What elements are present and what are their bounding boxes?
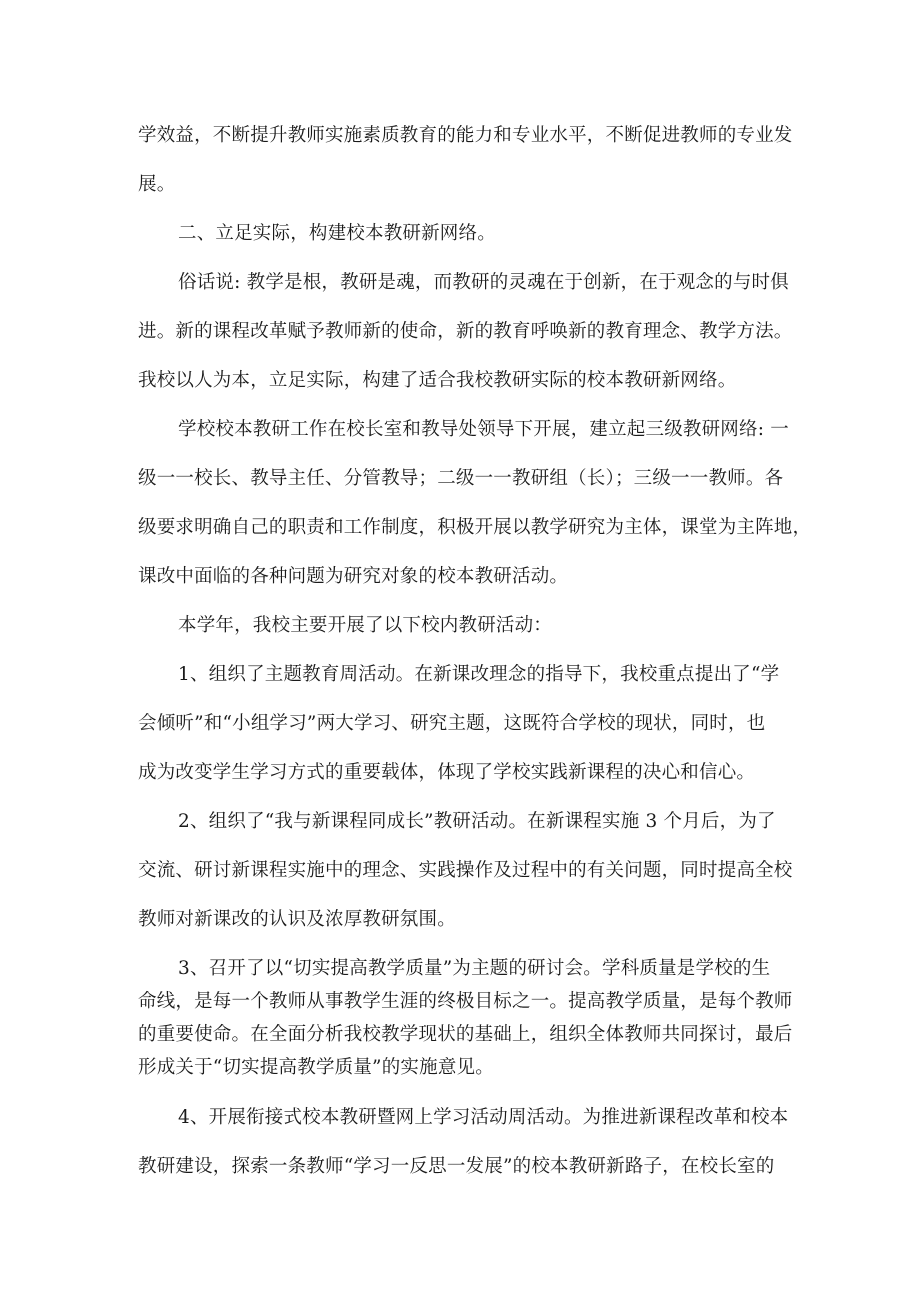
text-line: 会倾听”和“小组学习”两大学习、研究主题，这既符合学校的现状，同时，也: [138, 713, 766, 734]
text-line: 进。新的课程改革赋予教师新的使命，新的教育呼唤新的教育理念、教学方法。: [138, 321, 793, 342]
text-line: 我校以人为本，立足实际，构建了适合我校教研实际的校本教研新网络。: [138, 370, 737, 391]
text-line: 级一一校长、教导主任、分管教导；二级一一教研组（长）；三级一一教师。各: [138, 468, 784, 489]
text-line: 课改中面临的各种问题为研究对象的校本教研活动。: [138, 566, 569, 587]
text-line: 形成关于“切实提高教学质量”的实施意见。: [138, 1057, 494, 1078]
text-line: 学效益，不断提升教师实施素质教育的能力和专业水平，不断促进教师的专业发: [138, 125, 793, 146]
text-line: 级要求明确自己的职责和工作制度，积极开展以教学研究为主体，课堂为主阵地，: [138, 517, 812, 538]
text-line: 3、召开了以“切实提高教学质量”为主题的研讨会。学科质量是学校的生: [178, 958, 771, 979]
text-line: 交流、研讨新课程实施中的理念、实践操作及过程中的有关问题，同时提高全校: [138, 860, 793, 881]
text-line: 成为改变学生学习方式的重要载体，体现了学校实践新课程的决心和信心。: [138, 762, 756, 783]
text-line: 2、组织了“我与新课程同成长”教研活动。在新课程实施 3 个月后，为了: [178, 811, 776, 832]
section-heading: 二、立足实际，构建校本教研新网络。: [178, 223, 496, 244]
text-line: 命线，是每一个教师从事教学生涯的终极目标之一。提高教学质量，是每个教师: [138, 991, 793, 1012]
text-line: 学校校本教研工作在校长室和教导处领导下开展，建立起三级教研网络: 一: [178, 419, 789, 440]
text-line: 俗话说: 教学是根，教研是魂，而教研的灵魂在于创新，在于观念的与时俱: [178, 272, 789, 293]
text-line: 的重要使命。在全面分析我校教学现状的基础上，组织全体教师共同探讨，最后: [138, 1024, 793, 1045]
text-line: 展。: [138, 174, 176, 195]
text-line: 4、开展衔接式校本教研暨网上学习活动周活动。为推进新课程改革和校本: [178, 1107, 789, 1128]
text-line: 1、组织了主题教育周活动。在新课改理念的指导下，我校重点提出了“学: [178, 664, 780, 685]
text-line: 教研建设，探索一条教师“学习一反思一发展”的校本教研新路子，在校长室的: [138, 1156, 775, 1177]
text-line: 教师对新课改的认识及浓厚教研氛围。: [138, 909, 456, 930]
text-line: 本学年，我校主要开展了以下校内教研活动：: [178, 615, 553, 636]
